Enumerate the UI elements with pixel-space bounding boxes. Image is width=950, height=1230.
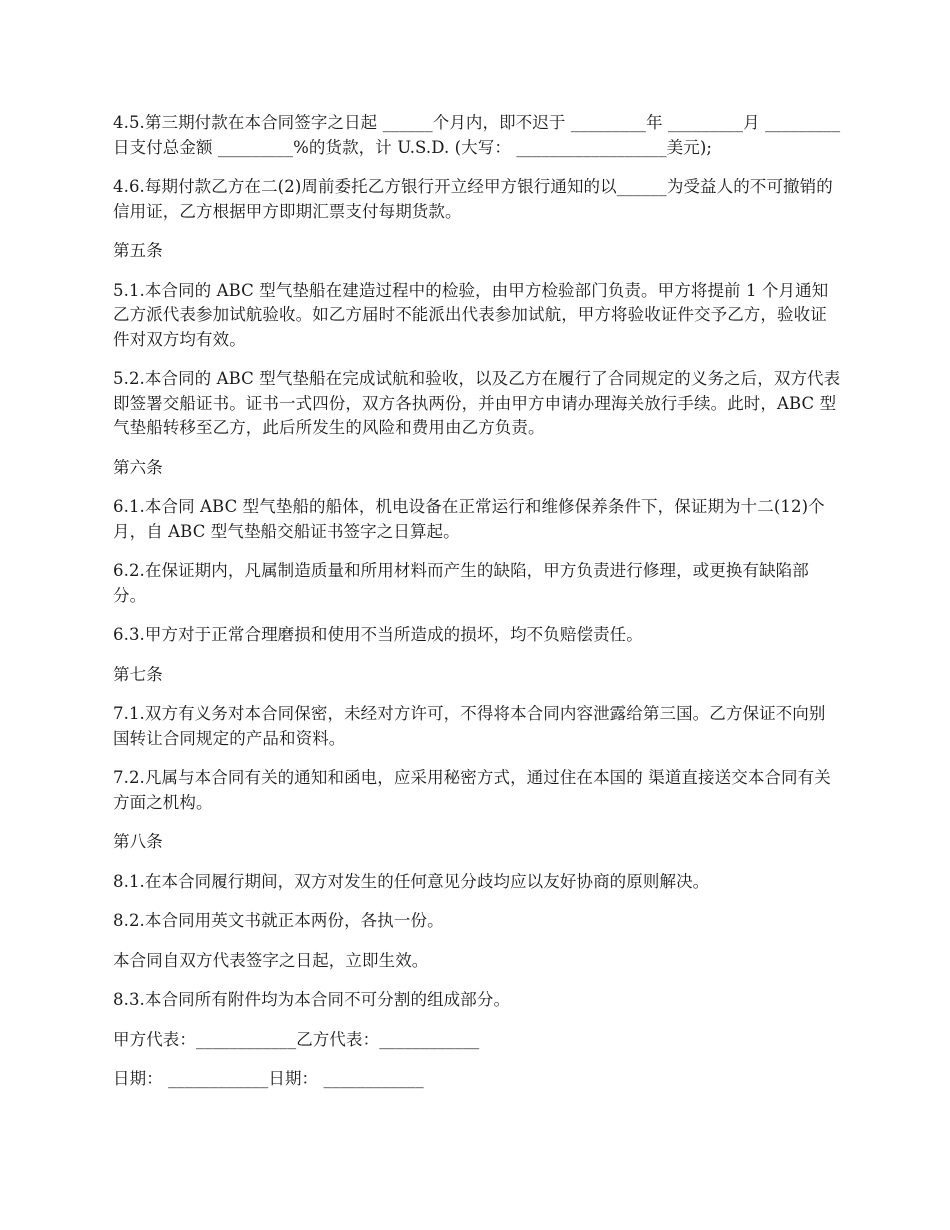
article-8-heading: 第八条 (113, 832, 163, 851)
clause-6-2: 6.2.在保证期内，凡属制造质量和所用材料而产生的缺陷，甲方负责进行修理，或更换有缺陷部分。 (113, 561, 809, 605)
clause-8-3: 8.3.本合同所有附件均为本合同不可分割的组成部分。 (113, 990, 511, 1009)
clause-6-1: 6.1.本合同 ABC 型气垫船的船体，机电设备在正常运行和维修保养条件下，保证期为十二(12)个月，自 ABC 型气垫船交船证书签字之日算起。 (113, 497, 825, 541)
clause-5-1: 5.1.本合同的 ABC 型气垫船在建造过程中的检验，由甲方检验部门负责。甲方将提前 1 个月通知乙方派代表参加试航验收。如乙方届时不能派出代表参加试航，甲方将验收证件交予乙方，验收证件对双方均有效。 (113, 280, 829, 349)
clause-4-6: 4.6.每期付款乙方在二(2)周前委托乙方银行开立经甲方银行通知的以______为受益人的不可撤销的信用证，乙方根据甲方即期汇票支付每期货款。 (113, 177, 833, 221)
article-6-heading: 第六条 (113, 457, 163, 477)
article-5-heading: 第五条 (113, 241, 163, 260)
clause-6-3: 6.3.甲方对于正常合理磨损和使用不当所造成的损坏，均不负赔偿责任。 (113, 625, 643, 644)
clause-4-5: 4.5.第三期付款在本合同签字之日起 ______个月内，即不迟于 _________年 _________月 _________日支付总金额 _________%的货款，计 U.S.D. (大写： __________________美元); (113, 113, 841, 157)
representatives-signature-line: 甲方代表：____________乙方代表：____________ (113, 1029, 480, 1049)
document-body (113, 111, 841, 1107)
date-signature-line: 日期： ____________日期： ____________ (113, 1069, 424, 1088)
article-7-heading: 第七条 (113, 664, 163, 684)
clause-5-2: 5.2.本合同的 ABC 型气垫船在完成试航和验收，以及乙方在履行了合同规定的义务之后，双方代表即签署交船证书。证书一式四份，双方各执两份，并由甲方申请办理海关放行手续。此时，ABC 型气垫船转移至乙方，此后所发生的风险和费用由乙方负责。 (113, 369, 841, 437)
clause-7-2: 7.2.凡属与本合同有关的通知和函电，应采用秘密方式，通过住在本国的 渠道直接送交本合同有关方面之机构。 (113, 768, 831, 812)
clause-7-1: 7.1.双方有义务对本合同保密，未经对方许可，不得将本合同内容泄露给第三国。乙方保证不向别国转让合同规定的产品和资料。 (113, 704, 826, 748)
effective-clause: 本合同自双方代表签字之日起，立即生效。 (113, 950, 429, 970)
clause-8-1: 8.1.在本合同履行期间，双方对发生的任何意见分歧均应以友好协商的原则解决。 (113, 871, 710, 891)
clause-8-2: 8.2.本合同用英文书就正本两份，各执一份。 (113, 911, 444, 930)
